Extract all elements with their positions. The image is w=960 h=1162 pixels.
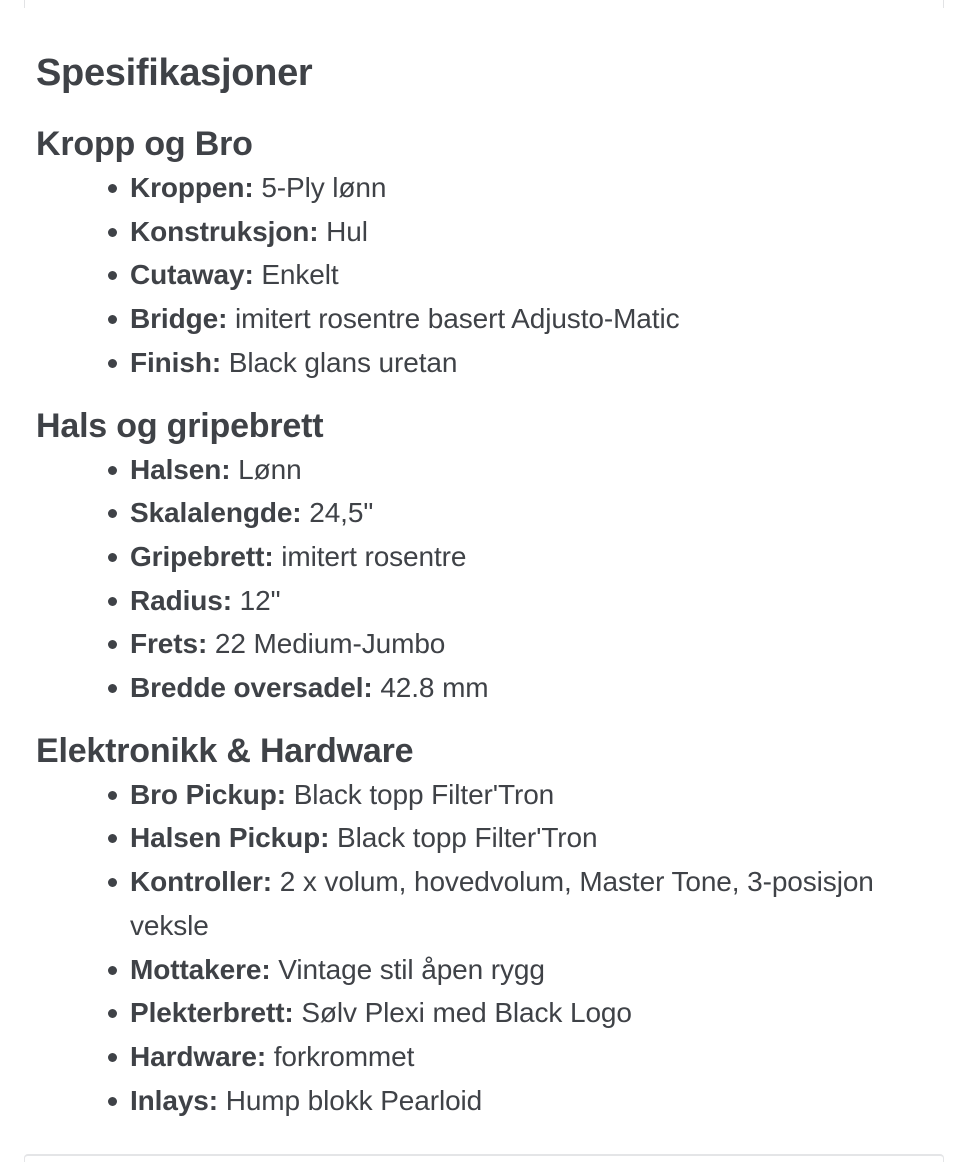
spec-value: Vintage stil åpen rygg <box>278 953 545 985</box>
spec-list <box>36 166 941 385</box>
spec-value: Hump blokk Pearloid <box>225 1084 483 1116</box>
list-item <box>130 535 941 579</box>
list-item <box>130 1079 941 1123</box>
spec-key: Halsen: <box>130 453 231 485</box>
spec-value: 24,5" <box>309 497 374 529</box>
spec-value: 42.8 mm <box>380 672 489 704</box>
list-item <box>130 773 941 817</box>
list-item <box>130 253 941 297</box>
spec-value: Black glans uretan <box>228 346 458 378</box>
spec-key: Bridge: <box>130 303 228 335</box>
spec-key: Bro Pickup: <box>130 778 287 810</box>
spec-key: Skalalengde: <box>130 497 302 529</box>
list-item <box>130 166 941 210</box>
card-bottom-edge <box>24 1154 944 1162</box>
section-kropp-og-bro <box>36 122 941 385</box>
spec-value: 22 Medium-Jumbo <box>214 628 446 660</box>
spec-key: Gripebrett: <box>130 540 274 572</box>
spec-key: Plekterbrett: <box>130 997 294 1029</box>
spec-value: imitert rosentre basert Adjusto-Matic <box>235 303 680 335</box>
list-item <box>130 666 941 710</box>
spec-value: Hul <box>326 215 368 247</box>
spec-key: Bredde oversadel: <box>130 672 373 704</box>
list-item <box>130 816 941 860</box>
spec-value: 2 x volum, hovedvolum, Master Tone, 3-posisjon veksle <box>130 866 874 941</box>
spec-value: Lønn <box>238 453 302 485</box>
spec-value: Enkelt <box>261 259 339 291</box>
section-heading: Elektronikk & Hardware <box>36 731 414 770</box>
section-heading: Hals og gripebrett <box>36 406 324 445</box>
list-item <box>130 860 941 947</box>
spec-list <box>36 448 941 710</box>
spec-list <box>36 773 941 1123</box>
list-item <box>130 341 941 385</box>
list-item <box>130 948 941 992</box>
spec-key: Konstruksjon: <box>130 215 319 247</box>
list-item <box>130 1035 941 1079</box>
list-item <box>130 991 941 1035</box>
spec-value: 5-Ply lønn <box>261 172 387 203</box>
section-elektronikk-hardware <box>36 729 941 1123</box>
spec-value: imitert rosentre <box>281 540 467 572</box>
spec-key: Frets: <box>130 628 208 660</box>
spec-key: Hardware: <box>130 1040 267 1072</box>
list-item <box>130 622 941 666</box>
section-heading: Kropp og Bro <box>36 125 253 163</box>
spec-value: Black topp Filter'Tron <box>293 778 555 810</box>
list-item <box>130 491 941 535</box>
spec-key: Finish: <box>130 346 222 378</box>
spec-value: forkrommet <box>273 1040 415 1072</box>
spec-value: Black topp Filter'Tron <box>337 822 598 854</box>
spec-key: Mottakere: <box>130 953 271 985</box>
page-title: Spesifikasjoner <box>36 52 313 94</box>
spec-value: 12" <box>239 584 281 616</box>
section-hals-og-gripebrett <box>36 404 941 710</box>
card-top-edge <box>24 0 944 8</box>
spec-key: Radius: <box>130 584 232 616</box>
list-item <box>130 297 941 341</box>
spec-key: Inlays: <box>130 1084 219 1116</box>
spec-key: Cutaway: <box>130 259 254 291</box>
list-item <box>130 579 941 623</box>
list-item <box>130 448 941 492</box>
spec-key: Halsen Pickup: <box>130 822 330 854</box>
spec-content <box>36 48 941 1122</box>
spec-key: Kroppen: <box>130 172 254 203</box>
list-item <box>130 210 941 254</box>
spec-key: Kontroller: <box>130 866 273 898</box>
spec-value: Sølv Plexi med Black Logo <box>301 997 632 1029</box>
